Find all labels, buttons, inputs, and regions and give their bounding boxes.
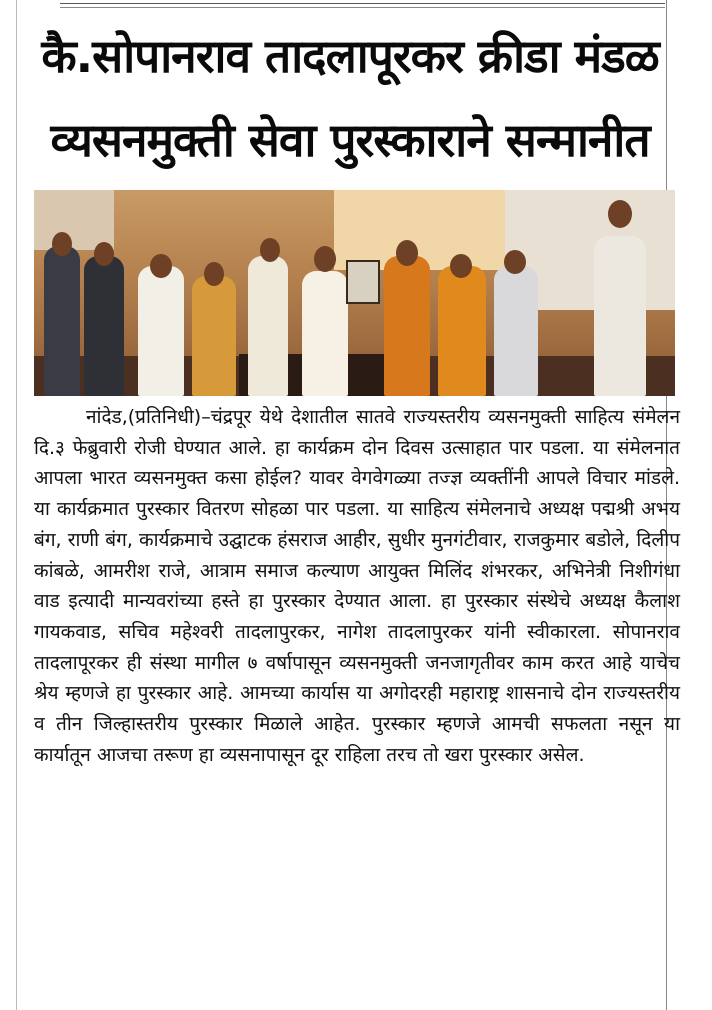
person-head <box>504 250 526 274</box>
person-head <box>94 242 114 266</box>
person <box>138 266 184 396</box>
person <box>302 271 348 396</box>
person-head <box>608 200 632 228</box>
person-head <box>450 254 472 278</box>
article-body <box>34 402 680 770</box>
person-head <box>52 232 72 256</box>
person-head <box>150 254 172 278</box>
award-ceremony-photo <box>34 190 675 396</box>
headline-line-1: कै.सोपानराव तादलापूरकर क्रीडा मंडळ <box>41 29 659 83</box>
top-rule-secondary <box>60 7 665 8</box>
award-frame <box>346 260 380 304</box>
person <box>84 256 124 396</box>
person-head <box>204 262 224 286</box>
person-head <box>396 240 418 266</box>
stage-banner-left <box>34 190 114 250</box>
person <box>494 266 538 396</box>
person <box>384 256 430 396</box>
person <box>44 246 80 396</box>
top-rule <box>60 3 665 4</box>
person <box>248 256 288 396</box>
person <box>192 276 236 396</box>
headline-line-2: व्यसनमुक्ती सेवा पुरस्काराने सन्मानीत <box>50 113 650 167</box>
person-head <box>260 238 280 262</box>
left-column-divider <box>16 0 17 1010</box>
person <box>438 266 486 396</box>
person <box>594 236 646 396</box>
person-head <box>314 246 336 272</box>
article-paragraph: नांदेड,(प्रतिनिधी)–चंद्रपूर येथे देशातील सातवे राज्यस्तरीय व्यसनमुक्ती साहित्य संमेलन दि.३ फेब्रुवारी रोजी घेण्यात आले. हा कार्यक्रम दोन दिवस उत्साहात पार पडला. या संमेलनात आपला भारत व्यसनमुक्त कसा होईल? यावर वेगवेगळ्या तज्ज्ञ व्यक्तींनी आपले विचार मांडले. या कार्यक्रमात पुरस्कार वितरण सोहळा पार पडला. या साहित्य संमेलनाचे अध्यक्ष पद्मश्री अभय बंग, राणी बंग, कार्यक्रमाचे उद्घाटक हंसराज आहीर, सुधीर मुनगंटीवार, राजकुमार बडोले, दिलीप कांबळे, आमरीश राजे, आत्राम समाज कल्याण आयुक्त मिलिंद शंभरकर, अभिनेत्री निशीगंधा वाड इत्यादी मान्यवरांच्या हस्ते हा पुरस्कार देण्यात आला. हा पुरस्कार संस्थेचे अध्यक्ष कैलाश गायकवाड, सचिव महेश्वरी तादलापुरकर, नागेश तादलापुरकर यांनी स्वीकारला. सोपानराव तादलापूरकर ही संस्था मागील ७ वर्षापासून व्यसनमुक्ती जनजागृतीवर काम करत आहे याचेच श्रेय म्हणजे हा पुरस्कार आहे. आमच्या कार्यास या अगोदरही महाराष्ट्र शासनाचे दोन राज्यस्तरीय व तीन जिल्हास्तरीय पुरस्कार मिळाले आहेत. पुरस्कार म्हणजे आमची सफलता नसून या कार्यातून आजचा तरूण हा व्यसनापासून दूर राहिला तरच तो खरा पुरस्कार असेल. <box>34 406 680 766</box>
